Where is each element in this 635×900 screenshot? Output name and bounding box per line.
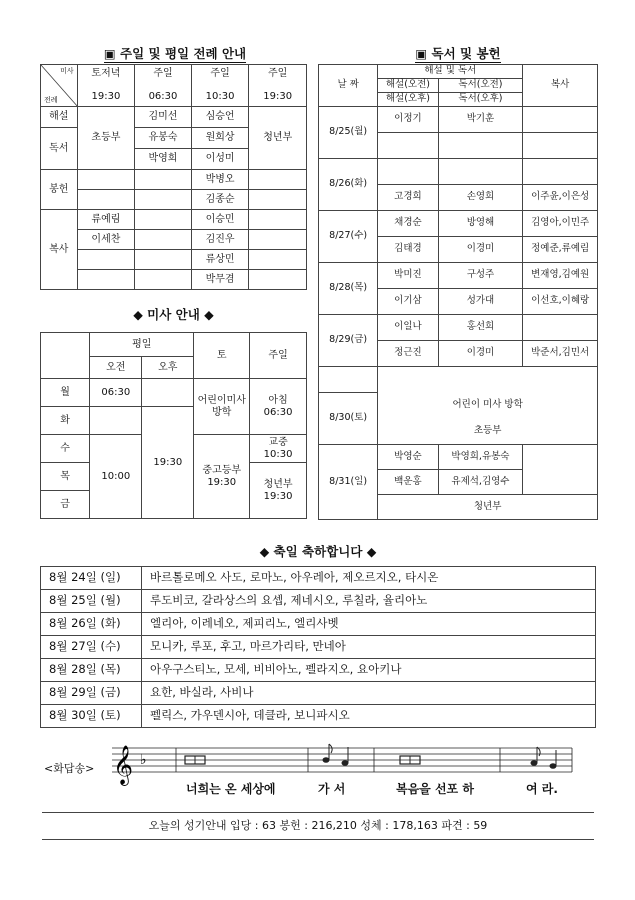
cell — [438, 159, 523, 185]
quarter-note-icon — [550, 750, 557, 769]
cell — [249, 250, 307, 270]
cell: 이세찬 — [77, 230, 135, 250]
cell — [438, 133, 523, 159]
feast-names: 아우구스티노, 모세, 비비아노, 펠라지오, 요아키나 — [142, 659, 596, 682]
cell — [135, 230, 192, 250]
liturgy-table — [40, 64, 307, 290]
sun-eve-group: 청년부 — [249, 107, 307, 170]
feast-table — [40, 566, 596, 728]
cell: 초등부 — [378, 419, 598, 445]
feast-names: 엘리아, 이레네오, 제피리노, 엘리사벳 — [142, 613, 596, 636]
cell — [90, 407, 142, 435]
mass-section-title: ◆ 미사 안내 ◆ — [133, 307, 214, 322]
treble-clef-icon: 𝄞 — [113, 745, 134, 785]
col-header: 주일 — [250, 333, 307, 379]
cell: 박병오 — [191, 170, 249, 190]
day-label: 화 — [41, 407, 90, 435]
cell: 중고등부 19:30 — [194, 435, 250, 519]
cell: 김진우 — [191, 230, 249, 250]
sat-group: 초등부 — [77, 107, 135, 170]
cell — [249, 190, 307, 210]
feast-section-title: ◆ 축일 축하합니다 ◆ — [259, 544, 377, 559]
day-label: 수 — [41, 435, 90, 463]
col-header: 평일 — [90, 333, 194, 357]
cell — [523, 445, 598, 495]
cell: 이기삼 — [378, 289, 438, 315]
cell: 성가대 — [438, 289, 523, 315]
cell: 김미선 — [135, 107, 192, 128]
col-header: 복사 — [523, 65, 598, 107]
cell: 방영해 — [438, 211, 523, 237]
role-label: 독서 — [41, 128, 78, 170]
cell: 정근진 — [378, 341, 438, 367]
cell — [249, 230, 307, 250]
cell: 10:00 — [90, 435, 142, 519]
date-cell: 8/26(화) — [319, 159, 378, 211]
readings-table — [318, 64, 598, 520]
lyric: 너희는 온 세상에 — [186, 782, 276, 796]
col-header: 주일 10:30 — [191, 65, 249, 107]
col-header: 독서(오후) — [438, 93, 523, 107]
cell: 청년부 — [378, 495, 598, 520]
col-header: 주일 19:30 — [249, 65, 307, 107]
cell: 채경순 — [378, 211, 438, 237]
cell: 구성주 — [438, 263, 523, 289]
psalm-label: <화답송> — [44, 762, 95, 775]
col-header: 토 — [194, 333, 250, 379]
cell: 이경미 — [438, 237, 523, 263]
col-header: 해설 및 독서 — [378, 65, 523, 79]
cell: 정예준,류예림 — [523, 237, 598, 263]
cell — [523, 107, 598, 133]
psalm-score — [0, 740, 635, 800]
lyric: 복음을 선포 하 — [396, 782, 474, 796]
col-header: 날 짜 — [319, 65, 378, 107]
cell: 박준서,김민서 — [523, 341, 598, 367]
cell: 교중 10:30 — [250, 435, 307, 463]
cell — [249, 210, 307, 230]
cell: 06:30 — [90, 379, 142, 407]
feast-names: 바르톨로메오 사도, 로마노, 아우레아, 제오르지오, 타시온 — [142, 567, 596, 590]
cell: 변재영,김예원 — [523, 263, 598, 289]
feast-date: 8월 30일 (토) — [41, 705, 142, 728]
cell: 박영희,유봉숙 — [438, 445, 523, 470]
cell: 이일나 — [378, 315, 438, 341]
cell: 이성미 — [191, 149, 249, 170]
col-header: 해설(오후) — [378, 93, 438, 107]
feast-date: 8월 28일 (목) — [41, 659, 142, 682]
day-label: 금 — [41, 491, 90, 519]
cell: 백운홍 — [378, 470, 438, 495]
cell: 박영희 — [135, 149, 192, 170]
col-header: 해설(오전) — [378, 79, 438, 93]
readings-section-title: ▣ 독서 및 봉헌 — [415, 46, 501, 61]
cell — [319, 367, 378, 393]
cell: 유봉숙 — [135, 128, 192, 149]
feast-names: 모니카, 루포, 후고, 마르가리타, 만네아 — [142, 636, 596, 659]
cell: 손영희 — [438, 185, 523, 211]
cell: 박미진 — [378, 263, 438, 289]
date-cell: 8/27(수) — [319, 211, 378, 263]
cell: 19:30 — [142, 407, 194, 519]
cell: 김영아,이민주 — [523, 211, 598, 237]
col-header: 주일 06:30 — [135, 65, 192, 107]
cell — [249, 270, 307, 290]
cell: 김종순 — [191, 190, 249, 210]
role-label: 복사 — [41, 210, 78, 290]
cell: 청년부 19:30 — [250, 463, 307, 519]
cell — [523, 133, 598, 159]
cell — [378, 367, 598, 393]
feast-date: 8월 25일 (월) — [41, 590, 142, 613]
cell — [77, 250, 135, 270]
cell: 이승민 — [191, 210, 249, 230]
cell — [135, 170, 192, 190]
cell — [135, 250, 192, 270]
cell — [249, 170, 307, 190]
cell: 원희상 — [191, 128, 249, 149]
cell — [378, 159, 438, 185]
cell — [77, 190, 135, 210]
liturgy-section-title: ▣ 주일 및 평일 전례 안내 — [103, 46, 247, 61]
table-corner: 미사 전례 — [41, 65, 78, 107]
cell: 고경희 — [378, 185, 438, 211]
mass-table — [40, 332, 307, 519]
feast-date: 8월 26일 (화) — [41, 613, 142, 636]
cell — [41, 333, 90, 379]
cell: 류예림 — [77, 210, 135, 230]
quarter-note-icon — [342, 747, 349, 766]
cell: 어린이미사 방학 — [194, 379, 250, 435]
lyric: 가 서 — [318, 782, 346, 796]
cell — [378, 133, 438, 159]
cell: 아침 06:30 — [250, 379, 307, 435]
feast-names: 펠릭스, 가우덴시아, 데클라, 보니파시오 — [142, 705, 596, 728]
cell: 이주윤,이은성 — [523, 185, 598, 211]
col-header: 오후 — [142, 357, 194, 379]
feast-names: 루도비코, 갈라상스의 요셉, 제네시오, 루칠라, 율리아노 — [142, 590, 596, 613]
cell: 심승언 — [191, 107, 249, 128]
col-header: 독서(오전) — [438, 79, 523, 93]
role-label: 해설 — [41, 107, 78, 128]
cell: 박영순 — [378, 445, 438, 470]
cell: 김태경 — [378, 237, 438, 263]
cell — [135, 270, 192, 290]
cell — [135, 190, 192, 210]
cell: 어린이 미사 방학 — [378, 393, 598, 419]
feast-date: 8월 29일 (금) — [41, 682, 142, 705]
cell — [77, 270, 135, 290]
cell — [77, 170, 135, 190]
footer-stats: 오늘의 성기안내 입당 : 63 봉헌 : 216,210 성체 : 178,163 파견 : 59 — [42, 812, 594, 840]
cell: 홍선희 — [438, 315, 523, 341]
cell: 이정기 — [378, 107, 438, 133]
cell — [523, 159, 598, 185]
date-cell: 8/29(금) — [319, 315, 378, 367]
date-cell: 8/25(월) — [319, 107, 378, 159]
cell: 이경미 — [438, 341, 523, 367]
cell: 박무겸 — [191, 270, 249, 290]
day-label: 목 — [41, 463, 90, 491]
col-header: 토저녁 19:30 — [77, 65, 135, 107]
date-cell: 8/31(일) — [319, 445, 378, 520]
date-cell: 8/30(토) — [319, 393, 378, 445]
cell: 박기훈 — [438, 107, 523, 133]
eighth-note-icon — [531, 747, 541, 766]
cell — [523, 315, 598, 341]
feast-date: 8월 27일 (수) — [41, 636, 142, 659]
day-label: 월 — [41, 379, 90, 407]
col-header: 오전 — [90, 357, 142, 379]
feast-date: 8월 24일 (일) — [41, 567, 142, 590]
role-label: 봉헌 — [41, 170, 78, 210]
cell: 류상민 — [191, 250, 249, 270]
cell — [142, 379, 194, 407]
flat-icon: ♭ — [140, 752, 147, 768]
date-cell: 8/28(목) — [319, 263, 378, 315]
feast-names: 요한, 바실라, 사비나 — [142, 682, 596, 705]
cell: 이선호,이혜랑 — [523, 289, 598, 315]
cell: 유제석,김영수 — [438, 470, 523, 495]
lyric: 여 라. — [526, 782, 558, 796]
cell — [135, 210, 192, 230]
